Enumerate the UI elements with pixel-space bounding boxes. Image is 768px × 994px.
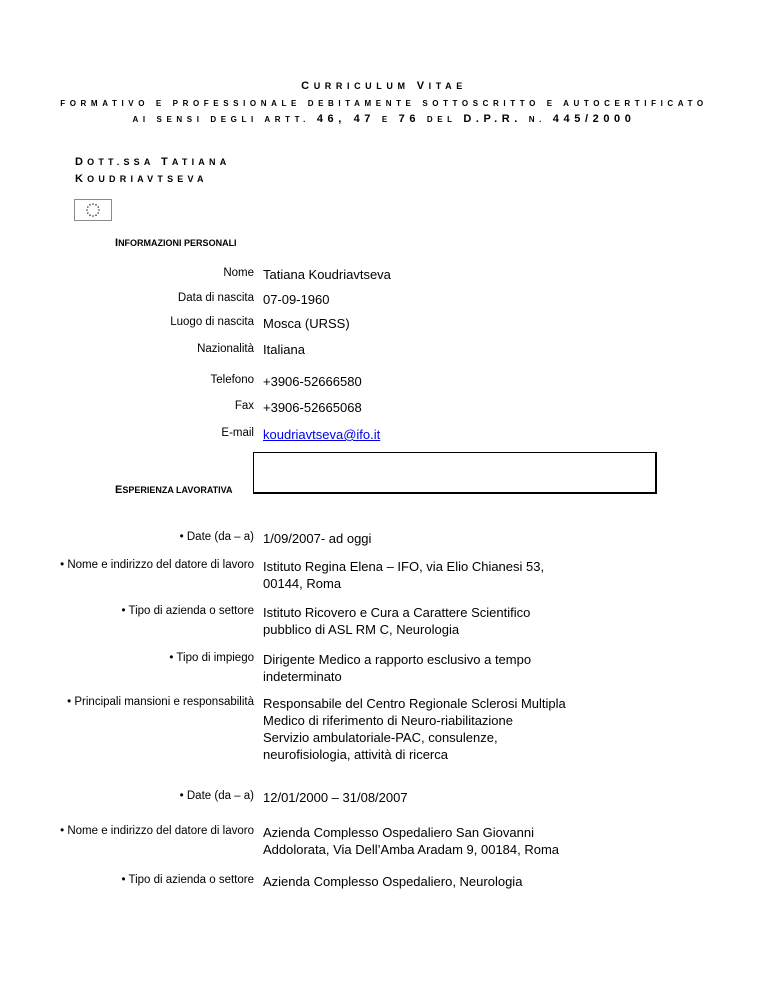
job1-dates-value: 1/09/2007- ad oggi (263, 531, 372, 546)
section-divider-box (253, 452, 657, 494)
job2-employer-label: • Nome e indirizzo del datore di lavoro (60, 825, 254, 837)
cv-subtitle: FORMATIVO E PROFESSIONALE DEBITAMENTE SOTTOSCRITTO E AUTOCERTIFICATO (60, 99, 708, 108)
field-value-name: Tatiana Koudriavtseva (263, 267, 391, 282)
job2-sector-value: Azienda Complesso Ospedaliero, Neurologia (263, 874, 523, 889)
field-value-birthdate: 07-09-1960 (263, 292, 330, 307)
field-label-fax: Fax (234, 400, 254, 412)
candidate-name-line2: KOUDRIAVTSEVA (75, 173, 208, 185)
job2-employer-value: Azienda Complesso Ospedaliero San Giovanni Addolorata, Via Dell’Amba Aradam 9, 00184, Roma (263, 825, 560, 857)
field-label-birthplace: Luogo di nascita (170, 316, 254, 328)
job1-sector-value: Istituto Ricovero e Cura a Carattere Scientifico pubblico di ASL RM C, Neurologia (263, 605, 531, 637)
field-label-name: Nome (223, 267, 254, 279)
job2-sector-label: • Tipo di azienda o settore (121, 874, 254, 886)
field-value-nationality: Italiana (263, 342, 305, 357)
job1-type-value: Dirigente Medico a rapporto esclusivo a tempo indeterminato (263, 652, 532, 684)
job1-duties-value: Responsabile del Centro Regionale Sclerosi Multipla Medico di riferimento di Neuro-riabilitazione Servizio ambulatoriale-PAC, consulenze, neurofisiologia, attività di ricerca (263, 696, 566, 762)
field-label-nationality: Nazionalità (197, 343, 254, 355)
field-value-email (263, 426, 380, 443)
field-value-birthplace: Mosca (URSS) (263, 316, 350, 331)
email-link[interactable]: koudriavtseva@ifo.it (263, 427, 381, 442)
cv-title: CURRICULUM VITAE (301, 80, 467, 92)
candidate-name-line1: DOTT.SSA TATIANA (75, 156, 231, 168)
job1-employer-label: • Nome e indirizzo del datore di lavoro (60, 559, 254, 571)
eu-flag-icon (74, 199, 112, 221)
field-label-phone: Telefono (210, 374, 254, 386)
cv-legal-reference: AI SENSI DEGLI ARTT. 46, 47 E 76 DEL D.P.R. N. 445/2000 (132, 113, 636, 125)
job1-employer-value: Istituto Regina Elena – IFO, via Elio Chianesi 53, 00144, Roma (263, 559, 545, 591)
job1-sector-label: • Tipo di azienda o settore (121, 605, 254, 617)
job2-dates-label: • Date (da – a) (179, 790, 254, 802)
field-label-birthdate: Data di nascita (177, 292, 254, 304)
job1-duties-label: • Principali mansioni e responsabilità (67, 696, 254, 708)
section-heading-experience: ESPERIENZA LAVORATIVA (115, 484, 233, 496)
field-label-email: E-mail (221, 427, 254, 439)
field-value-fax: +3906-52665068 (263, 400, 362, 415)
job2-dates-value: 12/01/2000 – 31/08/2007 (263, 790, 408, 805)
section-heading-personal-info: INFORMAZIONI PERSONALI (115, 237, 237, 249)
field-value-phone: +3906-52666580 (263, 374, 362, 389)
job1-type-label: • Tipo di impiego (169, 652, 254, 664)
job1-dates-label: • Date (da – a) (179, 531, 254, 543)
